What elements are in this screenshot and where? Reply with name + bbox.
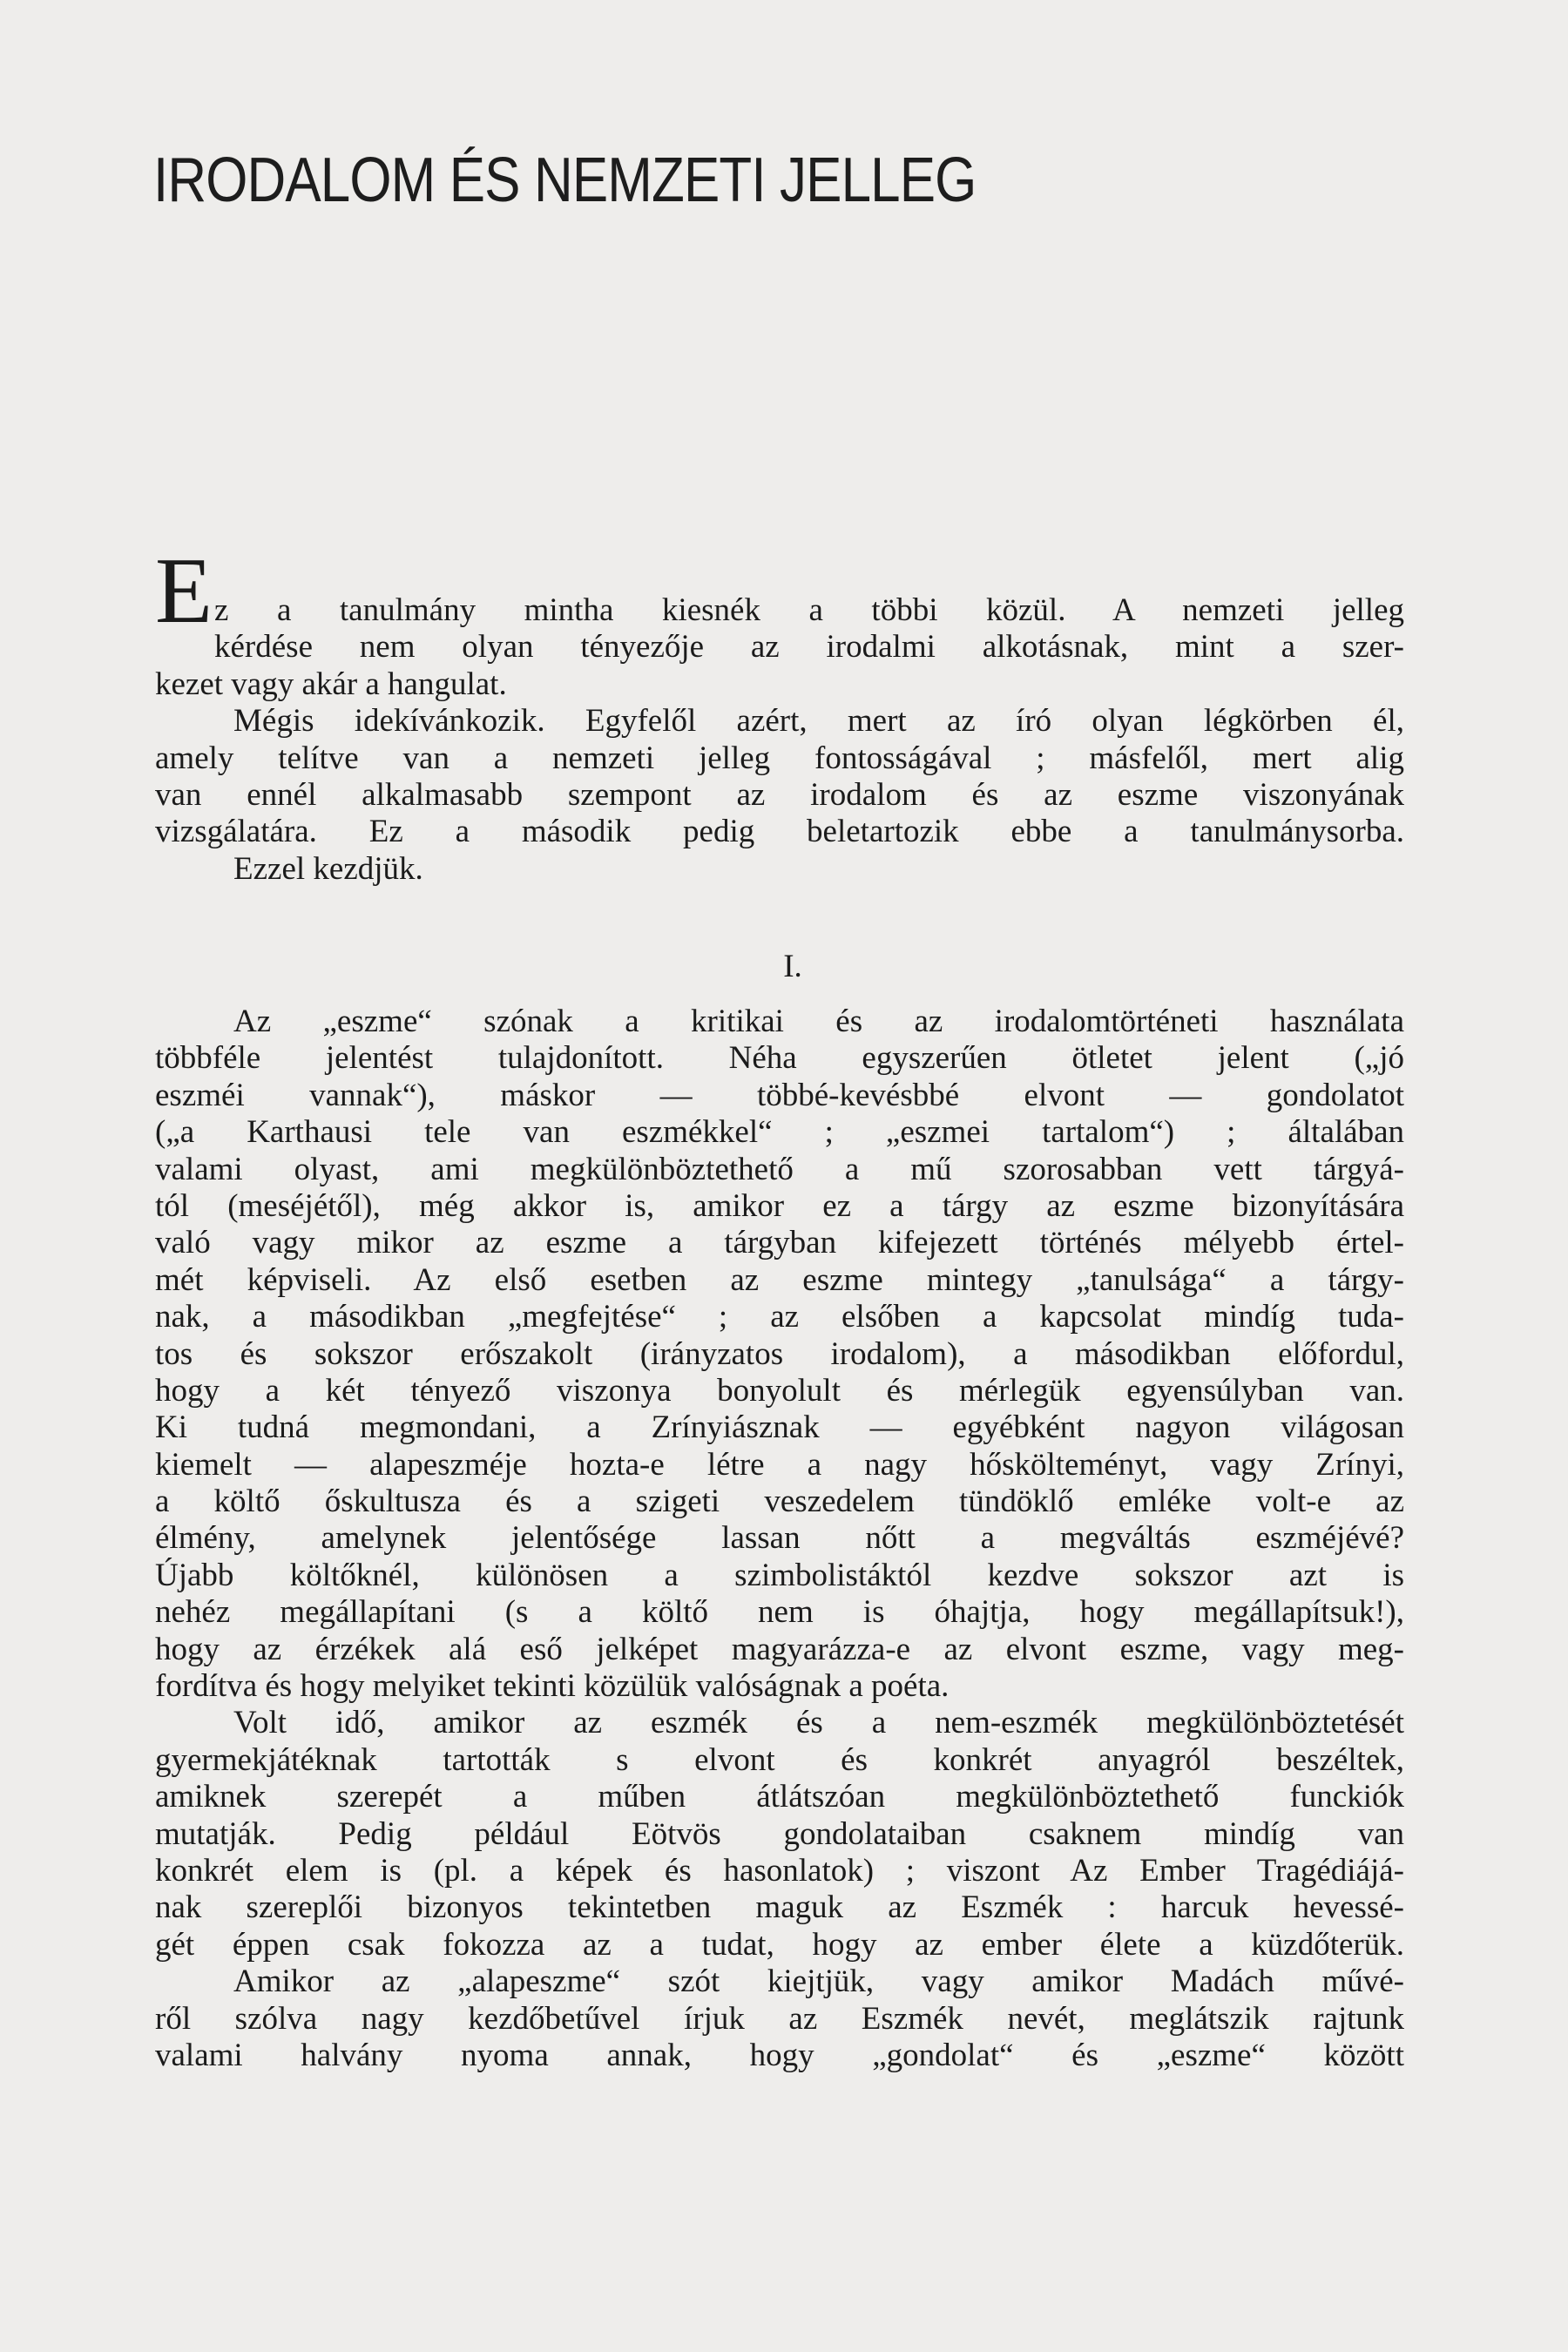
text-line: Az „eszme“ szónak a kritikai és az irodalomtörténeti használata: [233, 1004, 1404, 1039]
text-line: mét képviseli. Az első esetben az eszme mintegy „tanulsága“ a tárgy-: [155, 1261, 1404, 1298]
text-line: élmény, amelynek jelentősége lassan nőtt a megváltás eszméjévé?: [155, 1520, 1404, 1557]
text-line: z a tanulmány mintha kiesnék a többi közül. A nemzeti jelleg: [214, 592, 1404, 628]
text-line: valami halvány nyoma annak, hogy „gondolat“ és „eszme“ között: [155, 2037, 1404, 2073]
text-line: mutatják. Pedig például Eötvös gondolataiban csaknem mindíg van: [155, 1815, 1404, 1852]
text-line: tos és sokszor erőszakolt (irányzatos irodalom), a másodikban előfordul,: [155, 1335, 1404, 1372]
text-line: amely telítve van a nemzeti jelleg fontosságával ; másfelől, mert alig: [155, 740, 1404, 776]
text-line: kérdése nem olyan tényezője az irodalmi alkotásnak, mint a szer-: [214, 629, 1404, 666]
text-line: ről szólva nagy kezdőbetűvel írjuk az Eszmék nevét, meglátszik rajtunk: [155, 2000, 1404, 2037]
section-number: I.: [783, 949, 802, 984]
text-line: Amikor az „alapeszme“ szót kiejtjük, vagy amikor Madách művé-: [233, 1963, 1404, 2000]
text-line: („a Karthausi tele van eszmékkel“ ; „eszmei tartalom“) ; általában: [155, 1114, 1404, 1151]
section-heading: [0, 948, 1568, 985]
text-line: kezet vagy akár a hangulat.: [155, 666, 507, 702]
text-line: vizsgálatára. Ez a második pedig beletartozik ebbe a tanulmánysorba.: [155, 814, 1404, 850]
text-line: eszméi vannak“), máskor — többé-kevésbbé elvont — gondolatot: [155, 1077, 1404, 1113]
text-line: gét éppen csak fokozza az a tudat, hogy az ember élete a küzdőterük.: [155, 1926, 1404, 1963]
text-line: konkrét elem is (pl. a képek és hasonlatok) ; viszont Az Ember Tragédiájá-: [155, 1852, 1404, 1889]
text-line: Ezzel kezdjük.: [233, 850, 423, 887]
text-line: kiemelt — alapeszméje hozta-e létre a nagy hőskölteményt, vagy Zrínyi,: [155, 1446, 1404, 1483]
text-line: hogy az érzékek alá eső jelképet magyarázza-e az elvont eszme, vagy meg-: [155, 1631, 1404, 1667]
text-line: nehéz megállapítani (s a költő nem is óhajtja, hogy megállapítsuk!),: [155, 1594, 1404, 1631]
page-title: IRODALOM ÉS NEMZETI JELLEG: [153, 145, 977, 215]
text-line: van ennél alkalmasabb szempont az irodalom és az eszme viszonyának: [155, 776, 1404, 813]
drop-cap: E: [155, 539, 213, 643]
text-line: gyermekjátéknak tartották s elvont és konkrét anyagról beszéltek,: [155, 1741, 1404, 1778]
text-line: Mégis idekívánkozik. Egyfelől azért, mert az író olyan légkörben él,: [233, 703, 1404, 740]
text-line: amiknek szerepét a műben átlátszóan megkülönböztethető funckiók: [155, 1779, 1404, 1815]
text-line: Újabb költőknél, különösen a szimbolistáktól kezdve sokszor azt is: [155, 1557, 1404, 1593]
text-line: nak, a másodikban „megfejtése“ ; az elsőben a kapcsolat mindíg tuda-: [155, 1299, 1404, 1335]
text-line: Ki tudná megmondani, a Zrínyiásznak — egyébként nagyon világosan: [155, 1409, 1404, 1446]
text-line: fordítva és hogy melyiket tekinti közülük valóságnak a poéta.: [155, 1668, 950, 1705]
text-line: való vagy mikor az eszme a tárgyban kifejezett történés mélyebb értel-: [155, 1225, 1404, 1261]
text-line: a költő őskultusza és a szigeti veszedelem tündöklő emléke volt-e az: [155, 1484, 1404, 1520]
section-body: [155, 1004, 1404, 2074]
text-line: többféle jelentést tulajdonított. Néha egyszerűen ötletet jelent („jó: [155, 1040, 1404, 1077]
text-line: valami olyast, ami megkülönböztethető a mű szorosabban vett tárgyá-: [155, 1151, 1404, 1187]
text-line: hogy a két tényező viszonya bonyolult és mérlegük egyensúlyban van.: [155, 1372, 1404, 1409]
text-line: tól (meséjétől), még akkor is, amikor ez a tárgy az eszme bizonyítására: [155, 1187, 1404, 1224]
text-line: Volt idő, amikor az eszmék és a nem-eszmék megkülönböztetését: [233, 1705, 1404, 1741]
text-line: nak szereplői bizonyos tekintetben maguk az Eszmék : harcuk hevessé-: [155, 1889, 1404, 1926]
intro-text: [155, 592, 1404, 888]
